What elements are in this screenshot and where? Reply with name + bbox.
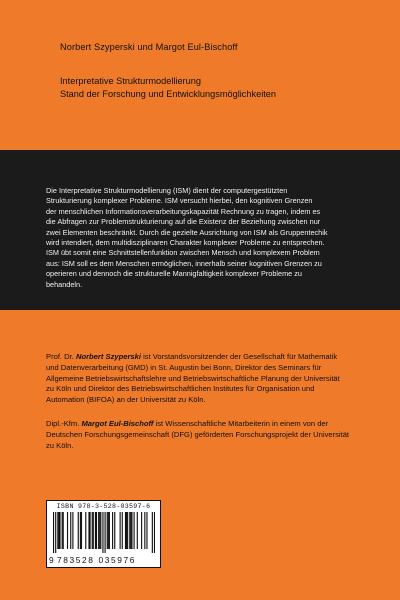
barcode-bar	[81, 512, 82, 549]
barcode-digit-groups: 783528 035976	[57, 555, 137, 565]
barcode-bar	[141, 512, 142, 549]
bio-author-name: Margot Eul-Bischoff	[81, 419, 154, 428]
barcode-bar	[78, 512, 79, 549]
barcode-bar	[152, 512, 153, 553]
barcode-bar	[120, 512, 121, 549]
barcode-bar	[134, 512, 135, 549]
barcode-bar	[127, 512, 128, 549]
bio-line: Deutschen Forschungsgemeinschaft (DFG) geförderten Forschungsprojekt der Universität	[46, 429, 350, 439]
barcode-bar	[100, 512, 101, 549]
abstract-line: Strukturierung komplexer Probleme. ISM versucht hierbei, den kognitiven Grenzen	[46, 196, 313, 206]
barcode-bar	[126, 512, 127, 549]
abstract-line: behandeln.	[46, 279, 83, 289]
title-line-1: Interpretative Strukturmodellierung	[60, 76, 201, 86]
barcode-bar	[92, 512, 93, 549]
isbn-barcode-box	[46, 500, 161, 568]
barcode-bar	[70, 512, 71, 549]
barcode-bar	[125, 512, 126, 549]
bio-line: und Datenverarbeitung (GMD) in St. Augustin bei Bonn, Direktor des Seminars für	[46, 362, 322, 372]
barcode-bar	[72, 512, 73, 549]
bio-line: zu Köln und Direktor des Betriebswirtschaftlichen Institutes für Organisation und	[46, 384, 315, 394]
barcode-bar	[137, 512, 138, 549]
author-bio-szyperski	[46, 352, 364, 406]
barcode-bar	[102, 512, 103, 553]
bio-line: zu Köln.	[46, 440, 74, 450]
barcode-first-digit: 9	[49, 555, 56, 565]
abstract-line: ISM übt somit eine Schnittstellenfunktion zwischen Mensch und komplexem Problem	[46, 248, 320, 258]
barcode-bar	[99, 512, 100, 549]
barcode-bar	[96, 512, 97, 549]
barcode-bar	[107, 512, 108, 549]
barcode-bar	[53, 512, 54, 553]
barcode-bar	[58, 512, 59, 549]
bio-line: ist Wissenschaftliche Mitarbeiterin in einem von der	[153, 419, 329, 428]
bio-line: Automation (BIFOA) an der Universität zu Köln.	[46, 395, 206, 405]
isbn-label: ISBN 978-3-528-03597-6	[56, 503, 151, 510]
bio-line: Allgemeine Betriebswirtschaftslehre und Betriebswirtschaftliche Planung der Universität	[46, 373, 340, 383]
book-title	[60, 75, 276, 100]
barcode-bar	[62, 512, 63, 549]
abstract-text	[46, 186, 366, 290]
barcode-bar	[55, 512, 56, 553]
barcode-bar	[109, 512, 110, 549]
barcode-bar	[154, 512, 155, 553]
author-bio-eul-bischoff	[46, 419, 364, 451]
barcode-bar	[131, 512, 132, 549]
barcode-bar	[95, 512, 96, 549]
authors: Norbert Szyperski und Margot Eul-Bischoff	[60, 42, 238, 52]
abstract-line: operieren und dennoch die strukturelle Mannigfaltigkeit komplexer Probleme zu	[46, 269, 302, 279]
barcode-bar	[130, 512, 131, 549]
barcode-bar	[80, 512, 81, 549]
barcode-bar	[122, 512, 123, 549]
barcode-bar	[105, 512, 106, 553]
barcode-bar	[90, 512, 91, 549]
barcode-bar	[112, 512, 113, 549]
barcode-bar	[93, 512, 94, 549]
barcode-bar	[129, 512, 130, 549]
barcode-bar	[98, 512, 99, 549]
abstract-line: wird intendiert, dem multidisziplinaren Charakter komplexer Probleme zu entsprechen.	[46, 238, 325, 248]
abstract-line: die Abfragen zur Problemstrukturierung auf die Existenz der Beziehung zwischen nur	[46, 217, 321, 227]
barcode-bar	[88, 512, 89, 549]
barcode-bar	[85, 512, 86, 549]
barcode-bar	[108, 512, 109, 549]
bio-line: ist Vorstandsvorsitzender der Gesellschaft für Mathematik	[140, 352, 338, 361]
abstract-line: der menschlichen Informationsverarbeitungskapazität Rechnung zu tragen, indem es	[46, 206, 321, 216]
barcode-bar	[67, 512, 68, 549]
barcode-bar	[144, 512, 145, 549]
bio-author-name: Norbert Szyperski	[75, 352, 141, 361]
abstract-line: Die Interpretative Strukturmodellierung (ISM) dient der computergestützten	[46, 186, 288, 195]
top-band	[0, 0, 400, 150]
abstract-line: aus: ISM soll es dem Menschen ermöglichen, innerhalb seiner kognitiven Grenzen zu	[46, 258, 322, 268]
title-line-2: Stand der Forschung und Entwicklungsmöglichkeiten	[60, 88, 277, 99]
barcode-bar	[146, 512, 147, 549]
barcode-bar	[114, 512, 115, 549]
barcode-bar	[57, 512, 58, 549]
barcode-bar	[59, 512, 60, 549]
bio-prefix: Dipl.-Kfm.	[46, 419, 82, 428]
bio-prefix: Prof. Dr.	[46, 352, 76, 361]
barcode-bar	[63, 512, 64, 549]
abstract-line: zwei Elementen beschränkt. Durch die gezielte Ausrichtung von ISM als Gruppentechik	[46, 227, 328, 237]
barcode-icon	[53, 512, 155, 553]
